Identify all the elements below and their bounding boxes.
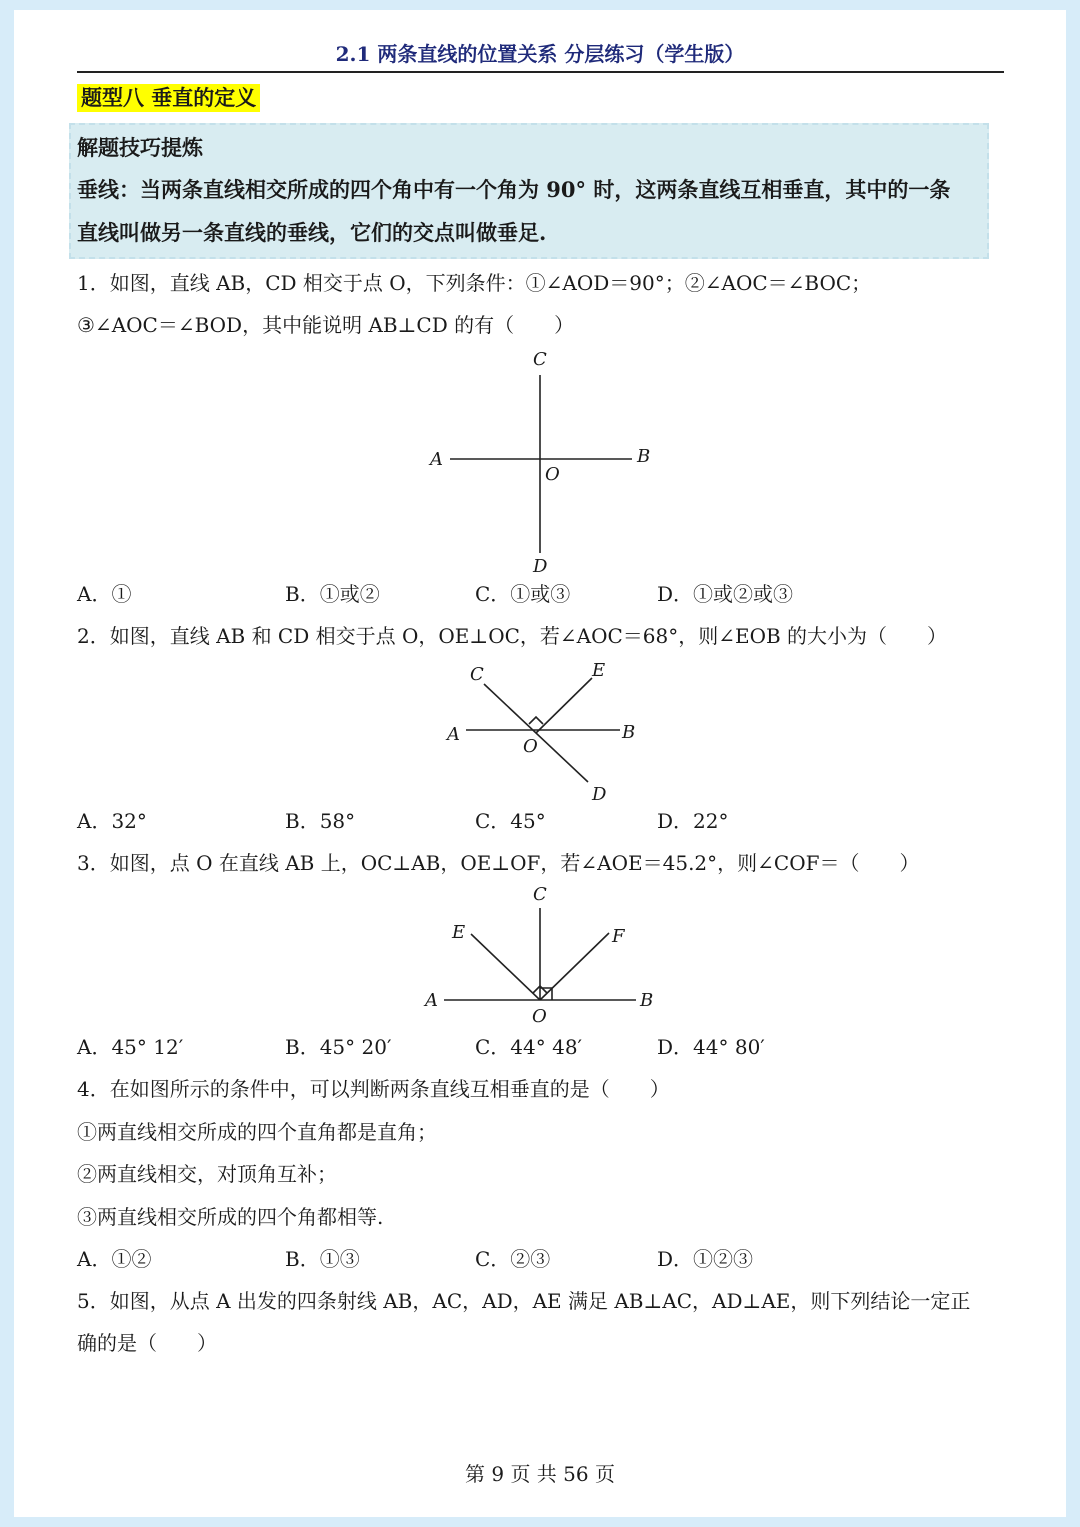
q3-ray-of: [540, 933, 609, 1000]
section-heading: 题型八 垂直的定义: [77, 84, 260, 112]
q3-label-a: A: [425, 990, 438, 1011]
q2-label-o: O: [523, 736, 538, 757]
q2-ray-oe: [536, 678, 592, 733]
q1-label-d: D: [533, 556, 548, 575]
q1-label-c: C: [533, 349, 547, 370]
q1-label-o: O: [545, 464, 560, 485]
q2-option-b[interactable]: B．58°: [285, 809, 356, 833]
q4-option-c[interactable]: C．②③: [475, 1247, 551, 1271]
q1-text-line-1: 1．如图，直线 AB，CD 相交于点 O，下列条件：①∠AOD＝90°；②∠AOC＝∠BOC；: [77, 271, 872, 295]
q3-option-c[interactable]: C．44° 48′: [475, 1035, 583, 1059]
q3-label-o: O: [532, 1006, 547, 1027]
q2-right-angle-mark: [529, 717, 543, 724]
q2-option-a[interactable]: A．32°: [77, 809, 147, 833]
q3-option-a[interactable]: A．45° 12′: [77, 1035, 184, 1059]
q5-text-line-2: 确的是（ ）: [77, 1331, 217, 1355]
q4-option-b[interactable]: B．①③: [285, 1247, 360, 1271]
q1-option-c[interactable]: C．①或③: [475, 582, 571, 606]
q3-option-b[interactable]: B．45° 20′: [285, 1035, 392, 1059]
header-divider: [77, 71, 1004, 73]
q4-option-a[interactable]: A．①②: [77, 1247, 152, 1271]
q3-ray-oe: [471, 934, 540, 1000]
q2-text-line-1: 2．如图，直线 AB 和 CD 相交于点 O，OE⊥OC，若∠AOC＝68°，则∠EOB 的大小为（ ）: [77, 624, 948, 648]
page-number: 第 9 页 共 56 页: [465, 1462, 615, 1486]
document-title: 2.1 两条直线的位置关系 分层练习（学生版）: [335, 42, 745, 66]
tips-line-2: 直线叫做另一条直线的垂线，它们的交点叫做垂足.: [77, 220, 547, 245]
q3-label-e: E: [452, 922, 466, 943]
q3-text-line-1: 3．如图，点 O 在直线 AB 上，OC⊥AB，OE⊥OF，若∠AOE＝45.2°，则∠COF＝（ ）: [77, 851, 920, 875]
q1-label-a: A: [430, 449, 443, 470]
q3-figure: [414, 880, 674, 1038]
q2-label-c: C: [470, 664, 484, 685]
q3-label-c: C: [533, 884, 547, 905]
q2-option-d[interactable]: D．22°: [657, 809, 729, 833]
tips-heading: 解题技巧提炼: [77, 135, 203, 160]
q2-label-b: B: [622, 722, 636, 743]
q3-option-d[interactable]: D．44° 80′: [657, 1035, 765, 1059]
q1-label-b: B: [637, 446, 651, 467]
q3-label-f: F: [612, 926, 625, 947]
q2-option-c[interactable]: C．45°: [475, 809, 546, 833]
q5-text-line-1: 5．如图，从点 A 出发的四条射线 AB，AC，AD，AE 满足 AB⊥AC，AD⊥AE，则下列结论一定正: [77, 1289, 971, 1313]
q2-figure: [434, 658, 654, 803]
q2-label-a: A: [447, 724, 460, 745]
q4-item-1: ①两直线相交所成的四个直角都是直角；: [77, 1120, 437, 1144]
q1-option-d[interactable]: D．①或②或③: [657, 582, 794, 606]
q1-option-b[interactable]: B．①或②: [285, 582, 380, 606]
q4-text-line-1: 4．在如图所示的条件中，可以判断两条直线互相垂直的是（ ）: [77, 1077, 670, 1101]
q1-option-a[interactable]: A．①: [77, 582, 132, 606]
q2-label-d: D: [592, 784, 607, 803]
q1-figure: [414, 345, 674, 575]
q4-item-3: ③两直线相交所成的四个角都相等.: [77, 1205, 384, 1229]
q4-option-d[interactable]: D．①②③: [657, 1247, 754, 1271]
tips-line-1: 垂线：当两条直线相交所成的四个角中有一个角为 90° 时，这两条直线互相垂直，其中的一条: [77, 177, 951, 202]
q2-label-e: E: [592, 660, 606, 681]
q1-text-line-2: ③∠AOC＝∠BOD，其中能说明 AB⊥CD 的有（ ）: [77, 313, 575, 337]
document-page: [14, 10, 1066, 1517]
q4-item-2: ②两直线相交，对顶角互补；: [77, 1162, 337, 1186]
q3-label-b: B: [640, 990, 654, 1011]
